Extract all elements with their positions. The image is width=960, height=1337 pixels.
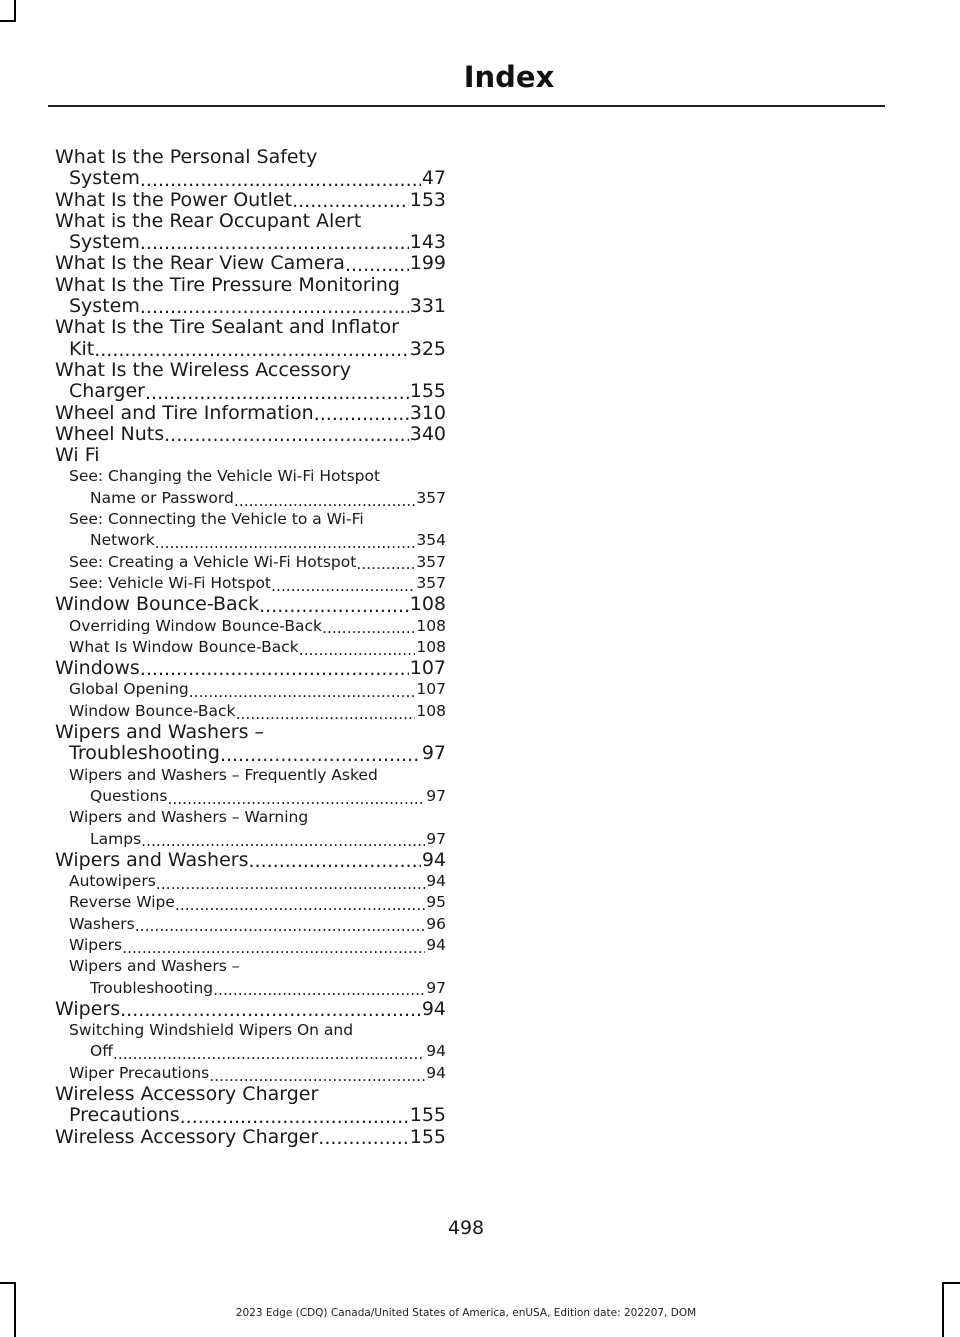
dot-leader (94, 341, 409, 360)
index-page-ref[interactable]: 107 (409, 657, 446, 680)
index-page-ref[interactable]: 47 (421, 167, 446, 190)
index-entry-label: Global Opening (69, 680, 189, 699)
index-entry-text: What Is the Tire Pressure Monitoring (55, 273, 400, 296)
index-entry-text: Wipers and Washers – Frequently Asked (69, 765, 378, 784)
index-entry-label: Troubleshooting (69, 742, 220, 765)
index-entry (55, 360, 446, 403)
index-entry (55, 914, 446, 935)
index-entry-label: Precautions (69, 1104, 180, 1127)
index-entry-label: Wiper Precautions (69, 1063, 210, 1082)
index-entry-text: See: Changing the Vehicle Wi-Fi Hotspot (69, 467, 381, 486)
index-entry-line (55, 552, 446, 573)
index-entry-line (55, 850, 446, 871)
dot-leader (292, 192, 409, 211)
index-entry (55, 701, 446, 722)
index-entry-line (55, 829, 446, 850)
dot-leader (175, 898, 425, 914)
index-entry-line (55, 701, 446, 722)
index-entry-line (55, 573, 446, 594)
index-page-ref[interactable]: 94 (421, 997, 446, 1020)
index-entry-text: What Is the Personal Safety (55, 146, 318, 168)
dot-leader (145, 384, 409, 403)
dot-leader (356, 557, 415, 573)
index-entry-line (55, 424, 446, 445)
index-entry (55, 1084, 446, 1127)
index-entry (55, 892, 446, 913)
dot-leader (299, 643, 416, 659)
index-entry-label: Washers (69, 914, 135, 933)
index-entry-line (55, 658, 446, 679)
index-page-ref[interactable]: 97 (426, 786, 446, 805)
index-page-ref[interactable]: 108 (416, 616, 446, 635)
index-entry-line (55, 637, 446, 658)
index-entry (55, 871, 446, 892)
index-page-ref[interactable]: 94 (426, 872, 446, 891)
crop-mark (14, 0, 16, 20)
dot-leader (213, 983, 425, 999)
index-entry (55, 807, 446, 850)
index-entry-line (55, 1105, 446, 1126)
index-entry-line (55, 594, 446, 615)
index-entry-line (55, 892, 446, 913)
index-entry-label: Off (90, 1042, 113, 1061)
index-entry-text: Wireless Accessory Charger (55, 1083, 319, 1106)
index-entry-line (55, 999, 446, 1020)
index-entry-label: System (69, 295, 140, 318)
crop-mark (0, 20, 16, 22)
dot-leader (140, 660, 409, 679)
index-entry (55, 999, 446, 1020)
index-page-ref[interactable]: 325 (409, 337, 446, 360)
index-entry-line (55, 296, 446, 317)
index-entry (55, 935, 446, 956)
index-entry-label: Window Bounce-Back (55, 593, 260, 616)
dot-leader (220, 746, 421, 765)
index-entry-label: Troubleshooting (90, 978, 214, 997)
dot-leader (164, 426, 409, 445)
index-entry (55, 466, 446, 509)
index-entry-line (55, 381, 446, 402)
index-entry (55, 190, 446, 211)
index-page-ref[interactable]: 108 (409, 593, 446, 616)
dot-leader (236, 707, 416, 723)
dot-leader (141, 834, 425, 850)
index-entry (55, 1020, 446, 1063)
dot-leader (140, 298, 409, 317)
index-page-ref[interactable]: 155 (409, 1104, 446, 1127)
page-title: Index (463, 60, 555, 94)
index-entry-line (55, 786, 446, 807)
index-entry-line (55, 190, 446, 211)
index-entry-label: Network (90, 531, 155, 550)
index-entry (55, 573, 446, 594)
index-entry (55, 616, 446, 637)
index-entry-line (55, 339, 446, 360)
index-entry (55, 765, 446, 808)
index-entry-label: Questions (90, 786, 168, 805)
index-page-ref[interactable]: 340 (409, 422, 446, 445)
index-page-ref[interactable]: 97 (426, 978, 446, 997)
index-page-ref[interactable]: 94 (426, 1042, 446, 1061)
index-page-ref[interactable]: 143 (409, 231, 446, 254)
index-entry-label: Wipers (55, 997, 121, 1020)
dot-leader (120, 1001, 421, 1020)
index-entry-label: Wheel Nuts (55, 422, 165, 445)
dot-leader (140, 171, 421, 190)
index-entry-label: Overriding Window Bounce-Back (69, 616, 322, 635)
index-entry-text: What Is the Wireless Accessory (55, 358, 351, 381)
dot-leader (249, 852, 421, 871)
index-page-ref[interactable]: 199 (409, 252, 446, 275)
index-entry (55, 552, 446, 573)
index-entry-label: Wipers and Washers (55, 848, 249, 871)
dot-leader (209, 1069, 425, 1085)
index-entry-label: What Is the Rear View Camera (55, 252, 345, 275)
index-page-ref[interactable]: 94 (421, 848, 446, 871)
index-entry-line (55, 1041, 446, 1062)
index-entry-line (55, 530, 446, 551)
dot-leader (259, 597, 409, 616)
index-entry-line (55, 914, 446, 935)
index-entry-label: See: Vehicle Wi-Fi Hotspot (69, 573, 272, 592)
index-page-ref[interactable]: 107 (416, 680, 446, 699)
crop-mark (942, 1282, 960, 1284)
index-entry (55, 1127, 446, 1148)
index-entry (55, 275, 446, 318)
index-entry-text: Switching Windshield Wipers On and (69, 1021, 354, 1040)
index-entry (55, 658, 446, 679)
index-entry-label: What Is Window Bounce-Back (69, 637, 299, 656)
index-page-ref[interactable]: 357 (416, 552, 446, 571)
index-entry-label: Charger (69, 380, 145, 403)
page-number: 498 (447, 1217, 485, 1239)
dot-leader (140, 234, 409, 253)
index-entry (55, 1063, 446, 1084)
footer-edition-info: 2023 Edge (CDQ) Canada/United States of America, enUSA, Edition date: 202207, DOM (235, 1307, 697, 1319)
index-page-ref[interactable]: 94 (426, 1063, 446, 1082)
index-page-ref[interactable]: 108 (416, 637, 446, 656)
index-entry-label: Windows (55, 657, 140, 680)
index-entry (55, 403, 446, 424)
index-entry (55, 253, 446, 274)
index-entry-line (55, 935, 446, 956)
dot-leader (113, 1047, 425, 1063)
index-page-ref[interactable]: 155 (409, 380, 446, 403)
index-entry-line (55, 488, 446, 509)
index-entry-label: Wipers (69, 935, 123, 954)
index-entry (55, 722, 446, 765)
index-entry (55, 317, 446, 360)
index-entry (55, 637, 446, 658)
header-rule (48, 105, 885, 107)
index-entry-line (55, 232, 446, 253)
dot-leader (135, 919, 426, 935)
crop-mark (942, 1282, 944, 1337)
index-page-ref[interactable]: 153 (409, 188, 446, 211)
dot-leader (271, 579, 415, 595)
index-entry-line (55, 679, 446, 700)
index-entry (55, 956, 446, 999)
index-entry-line (55, 978, 446, 999)
index-entry-text: Wipers and Washers – (69, 957, 240, 976)
index-page-ref[interactable]: 155 (409, 1125, 446, 1148)
index-entry-label: Autowipers (69, 872, 156, 891)
index-page-ref[interactable]: 357 (416, 488, 446, 507)
index-entry-label: System (69, 167, 140, 190)
index-entry-line (55, 168, 446, 189)
index-entry-text: What is the Rear Occupant Alert (55, 209, 362, 232)
index-entry-line (55, 1063, 446, 1084)
dot-leader (167, 792, 425, 808)
dot-leader (180, 1108, 409, 1127)
dot-leader (322, 621, 415, 637)
index-entry (55, 445, 446, 466)
index-page-ref[interactable]: 310 (409, 401, 446, 424)
index-entry (55, 211, 446, 254)
index-page-ref[interactable]: 96 (426, 914, 446, 933)
index-entry-text: Wipers and Washers – Warning (69, 808, 309, 827)
index-entry-line (55, 1127, 446, 1148)
dot-leader (318, 1129, 408, 1148)
index-entry-label: Lamps (90, 829, 142, 848)
dot-leader (345, 256, 409, 275)
index-entry-label: Name or Password (90, 488, 234, 507)
index-entry-line (55, 743, 446, 764)
index-entry (55, 594, 446, 615)
index-page-ref[interactable]: 354 (416, 531, 446, 550)
index-entry-line (55, 253, 446, 274)
index-entry (55, 850, 446, 871)
index-page-ref[interactable]: 95 (426, 893, 446, 912)
index-entry-line (55, 403, 446, 424)
index-entry-text: See: Connecting the Vehicle to a Wi-Fi (69, 510, 364, 529)
index-entry (55, 147, 446, 190)
index-entry-label: What Is the Power Outlet (55, 188, 293, 211)
index-entry-line (55, 871, 446, 892)
index-page-ref[interactable]: 108 (416, 701, 446, 720)
index-page-ref[interactable]: 94 (426, 935, 446, 954)
index-entry-label: Reverse Wipe (69, 893, 175, 912)
index-page-ref[interactable]: 357 (416, 573, 446, 592)
dot-leader (189, 685, 416, 701)
index-entry-text: What Is the Tire Sealant and Inflator (55, 316, 399, 339)
index-entry-text: Wipers and Washers – (55, 721, 265, 744)
index-entry-label: Window Bounce-Back (69, 701, 236, 720)
dot-leader (314, 405, 409, 424)
index-entry-label: Wireless Accessory Charger (55, 1125, 319, 1148)
index-entry (55, 509, 446, 552)
dot-leader (234, 494, 416, 510)
index-entry-label: See: Creating a Vehicle Wi-Fi Hotspot (69, 552, 357, 571)
index-entry (55, 679, 446, 700)
index-entry-text: Wi Fi (55, 444, 100, 467)
dot-leader (156, 877, 425, 893)
dot-leader (122, 941, 425, 957)
index-entry-label: Wheel and Tire Information (55, 401, 314, 424)
index-page-ref[interactable]: 97 (426, 829, 446, 848)
index-entry-label: Kit (69, 337, 95, 360)
crop-mark (0, 1282, 16, 1284)
index-page-ref[interactable]: 97 (421, 742, 446, 765)
index-entry (55, 424, 446, 445)
index-page-ref[interactable]: 331 (409, 295, 446, 318)
index-entry-line (55, 616, 446, 637)
index-list (55, 147, 446, 1148)
dot-leader (155, 536, 416, 552)
index-entry-label: System (69, 231, 140, 254)
